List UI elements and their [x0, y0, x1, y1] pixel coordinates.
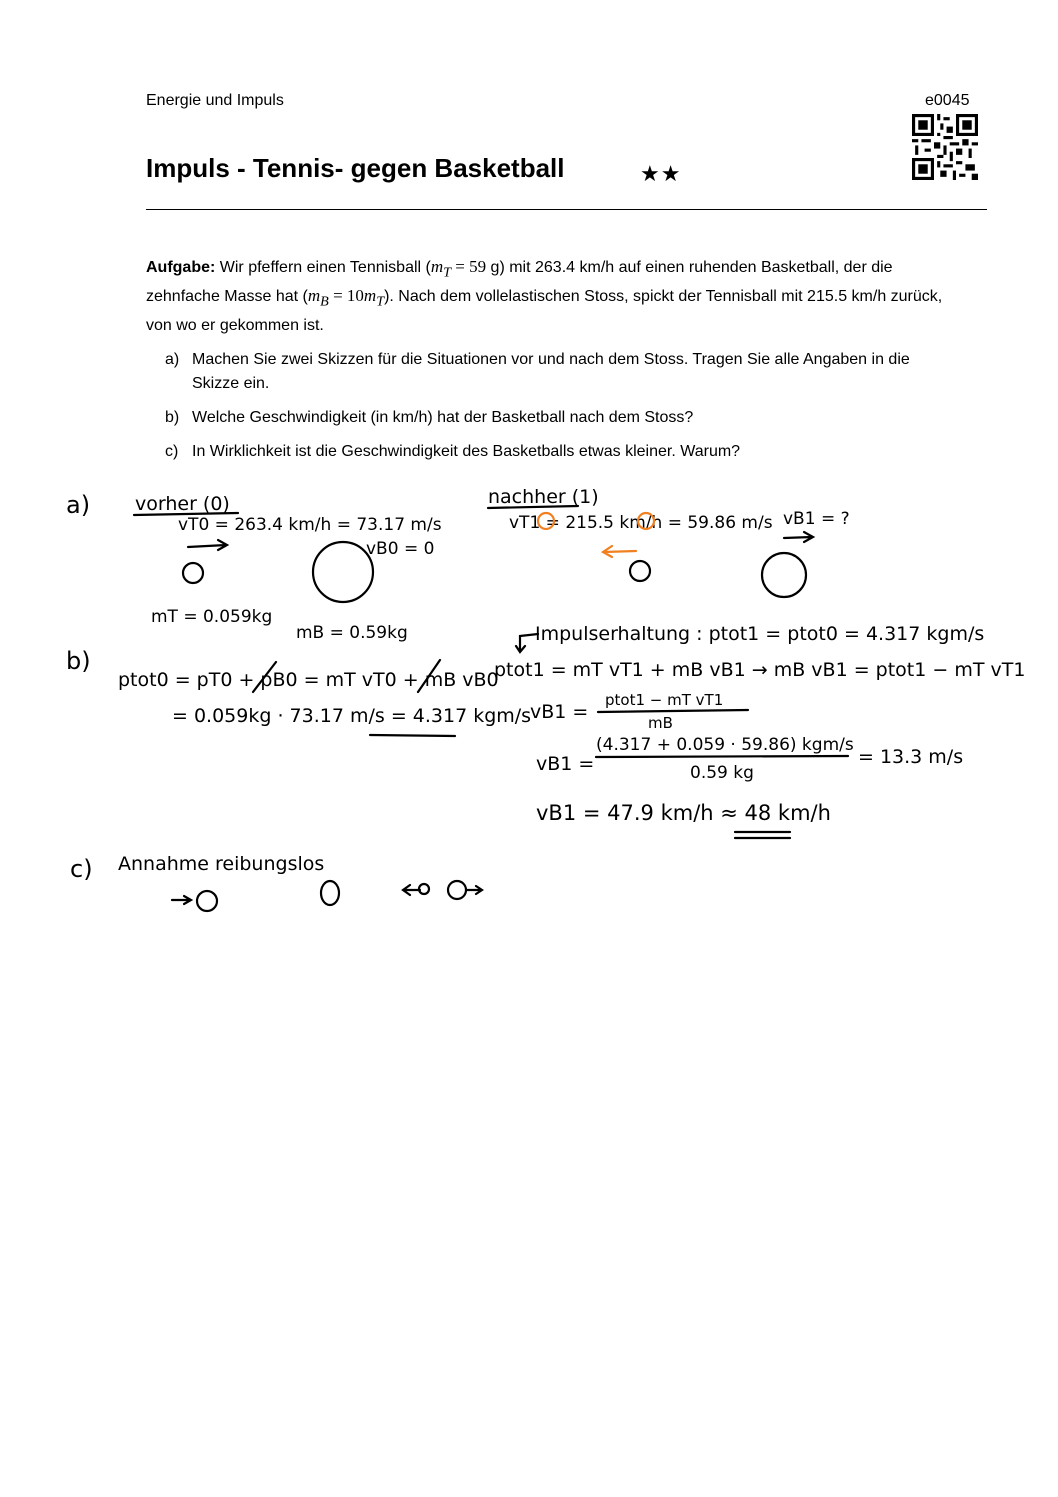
math-m: m: [363, 286, 377, 306]
subtask-label: b): [165, 409, 180, 426]
difficulty-stars: ★★: [640, 161, 682, 186]
ptot0-result: = 0.059kg · 73.17 m/s = 4.317 kgm/s: [172, 705, 532, 727]
subtask-label: c): [165, 443, 179, 460]
vB0-value: vB0 = 0: [366, 539, 435, 559]
basketball-after: [762, 553, 806, 597]
handwritten-solution: [0, 480, 1058, 940]
qr-code-icon: [912, 114, 978, 180]
vB1-calc-result: = 13.3 m/s: [858, 746, 964, 768]
subtask-text: Welche Geschwindigkeit (in km/h) hat der Basketball nach dem Stoss?: [192, 409, 694, 426]
subtask-text: In Wirklichkeit ist die Geschwindigkeit des Basketballs etwas kleiner. Warum?: [192, 443, 741, 460]
subtask-list: [165, 348, 955, 474]
vB1-fraction-denominator: mB: [648, 714, 673, 732]
task-label: Aufgabe:: [146, 259, 216, 276]
vB1-unknown: vB1 = ?: [783, 509, 850, 529]
vT1-value: vT1 = 215.5 km/h = 59.86 m/s: [509, 513, 773, 533]
ptot1-equation: ptot1 = mT vT1 + mB vB1 → mB vB1 = ptot1 − mT vT1: [494, 659, 1026, 681]
vB1-calc-denominator: 0.59 kg: [690, 763, 754, 783]
title-divider: [146, 209, 987, 210]
mT-value: mT = 0.059kg: [151, 607, 273, 627]
math-sub: B: [320, 293, 329, 310]
tennisball-before: [183, 563, 203, 583]
basketball-before: [313, 542, 373, 602]
tennisball-after: [630, 561, 650, 581]
math-m: m: [430, 257, 444, 276]
annahme-text: Annahme reibungslos: [118, 853, 325, 875]
subtask-b: [165, 406, 955, 430]
ptot0-equation: ptot0 = pT0 + pB0 = mT vT0 + mB vB0: [118, 669, 499, 691]
math-m: m: [307, 286, 321, 306]
mB-value: mB = 0.59kg: [296, 623, 408, 643]
vB1-label-2: vB1 =: [536, 753, 595, 775]
math-eq: = 10: [328, 286, 364, 306]
part-c-label: c): [70, 855, 93, 883]
exercise-code: e0045: [925, 92, 970, 109]
vorher-heading: vorher (0): [135, 493, 230, 515]
vB1-label: vB1 =: [530, 701, 589, 723]
subtask-a: [165, 348, 955, 396]
math-eq: = 59: [451, 257, 487, 276]
arrow-left-icon: [603, 546, 636, 557]
task-text-3: ). Nach dem vollelastischen Stoss, spickt der Tennisball mit 215.5 km/h zurück, von wo er gekommen ist.: [146, 288, 943, 334]
nachher-heading: nachher (1): [488, 486, 599, 508]
page-title: Impuls - Tennis- gegen Basketball: [146, 153, 565, 183]
part-b-label: b): [66, 647, 91, 675]
vB1-fraction-numerator: ptot1 − mT vT1: [605, 691, 724, 709]
vB1-calc-numerator: (4.317 + 0.059 · 59.86) kgm/s: [596, 735, 854, 755]
subtask-c: [165, 440, 955, 464]
math-sub: T: [376, 293, 385, 310]
subtask-text: Machen Sie zwei Skizzen für die Situationen vor und nach dem Stoss. Tragen Sie alle Angaben in die Skizze ein.: [192, 351, 910, 392]
math-sub: T: [443, 264, 452, 281]
task-text-1: Wir pfeffern einen Tennisball (: [215, 259, 431, 276]
part-a-label: a): [66, 491, 91, 519]
impulserhaltung: Impulserhaltung : ptot1 = ptot0 = 4.317 kgm/s: [535, 623, 985, 645]
vB1-final: vB1 = 47.9 km/h ≈ 48 km/h: [536, 801, 831, 825]
task-description: [146, 255, 956, 338]
subtask-label: a): [165, 351, 180, 368]
topic-header: Energie und Impuls: [146, 92, 284, 109]
vT0-value: vT0 = 263.4 km/h = 73.17 m/s: [178, 515, 442, 535]
task-text-2: g) mit 263.4 km/h auf einen ruhenden Basketball, der die zehnfache Masse hat (: [146, 259, 893, 306]
